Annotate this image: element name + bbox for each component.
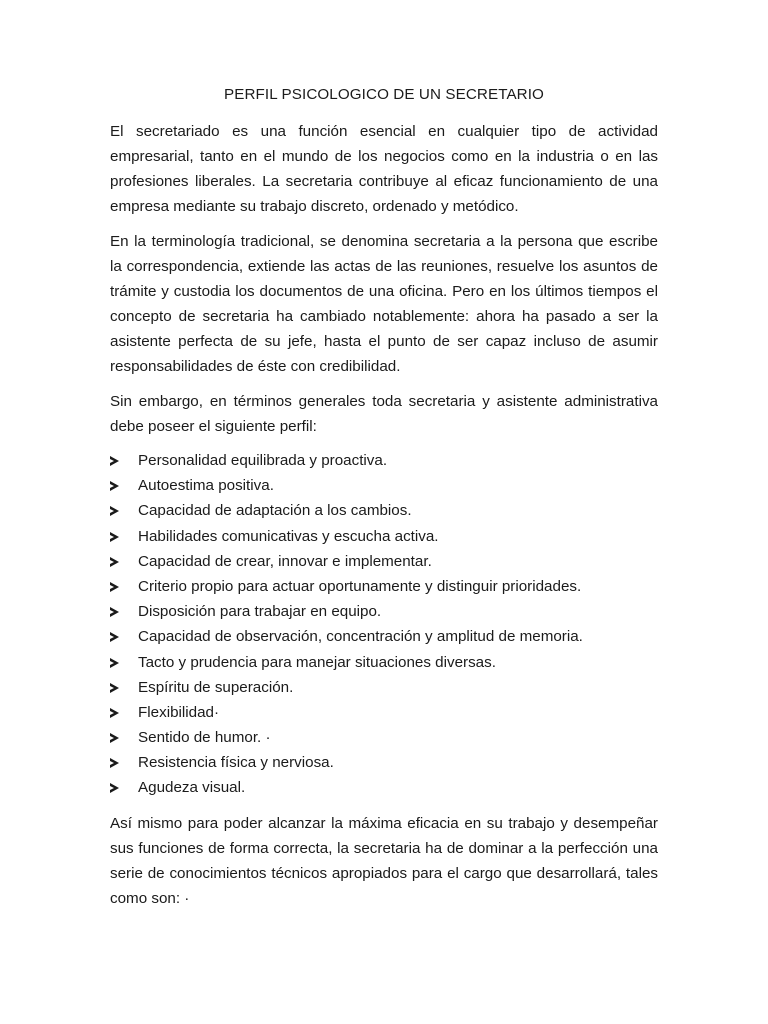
list-item-text: Habilidades comunicativas y escucha activa.: [138, 527, 439, 545]
list-item-text: Capacidad de crear, innovar e implementar.: [138, 552, 432, 570]
arrowhead-icon: [110, 658, 119, 668]
list-item: [110, 775, 658, 800]
list-item: [110, 725, 658, 750]
list-item: [110, 498, 658, 523]
profile-bullet-list: [110, 448, 658, 801]
list-item-text: Resistencia física y nerviosa.: [138, 754, 334, 772]
list-item: [110, 574, 658, 599]
list-item: [110, 750, 658, 775]
list-item: [110, 675, 658, 700]
arrowhead-icon: [110, 532, 119, 542]
paragraph-intro: El secretariado es una función esencial en cualquier tipo de actividad empresarial, tanto en el mundo de los negocios como en la industria o en las profesiones liberales. La secretaria contribuye al eficaz funcionamiento de una empresa mediante su trabajo discreto, ordenado y metódico.: [110, 123, 658, 215]
paragraph-terminology: En la terminología tradicional, se denomina secretaria a la persona que escribe la correspondencia, extiende las actas de las reuniones, resuelve los asuntos de trámite y custodia los documentos de una oficina. Pero en los últimos tiempos el concepto de secretaria ha cambiado notablemente: ahora ha pasado a ser la asistente perfecta de su jefe, hasta el punto de ser capaz incluso de asumir responsabilidades de éste con credibilidad.: [110, 233, 658, 375]
list-item-text: Flexibilidad·: [138, 703, 220, 721]
list-item-text: Criterio propio para actuar oportunamente y distinguir prioridades.: [138, 577, 582, 595]
list-item-text: Personalidad equilibrada y proactiva.: [138, 452, 388, 469]
list-item-text: Capacidad de adaptación a los cambios.: [138, 502, 412, 520]
list-item: [110, 549, 658, 574]
list-item-text: Agudeza visual.: [138, 779, 246, 797]
list-item-text: Autoestima positiva.: [138, 477, 274, 495]
list-item-text: Tacto y prudencia para manejar situaciones diversas.: [138, 653, 496, 671]
arrowhead-icon: [110, 683, 119, 693]
list-item-text: Sentido de humor. ·: [138, 729, 271, 747]
document-title: PERFIL PSICOLOGICO DE UN SECRETARIO: [224, 86, 544, 103]
list-item-text: Capacidad de observación, concentración y amplitud de memoria.: [138, 628, 583, 646]
list-item: [110, 700, 658, 725]
arrowhead-icon: [110, 758, 119, 768]
arrowhead-icon: [110, 607, 119, 617]
arrowhead-icon: [110, 557, 119, 567]
arrowhead-icon: [110, 582, 119, 592]
arrowhead-icon: [110, 456, 119, 466]
list-item: [110, 599, 658, 624]
paragraph-profile-intro: Sin embargo, en términos generales toda secretaria y asistente administrativa debe poseer el siguiente perfil:: [110, 393, 658, 435]
arrowhead-icon: [110, 632, 119, 642]
list-item-text: Espíritu de superación.: [138, 678, 294, 696]
list-item: [110, 624, 658, 649]
arrowhead-icon: [110, 481, 119, 491]
list-item: [110, 448, 658, 473]
list-item: [110, 650, 658, 675]
paragraph-technical-knowledge: Así mismo para poder alcanzar la máxima eficacia en su trabajo y desempeñar sus funciones de forma correcta, la secretaria ha de dominar a la perfección una serie de conocimientos técnicos apropiados para el cargo que desarrollará, tales como son: ·: [110, 815, 658, 907]
arrowhead-icon: [110, 733, 119, 743]
arrowhead-icon: [110, 708, 119, 718]
list-item-text: Disposición para trabajar en equipo.: [138, 603, 382, 621]
list-item: [110, 473, 658, 498]
arrowhead-icon: [110, 506, 119, 516]
arrowhead-icon: [110, 783, 119, 793]
list-item: [110, 524, 658, 549]
